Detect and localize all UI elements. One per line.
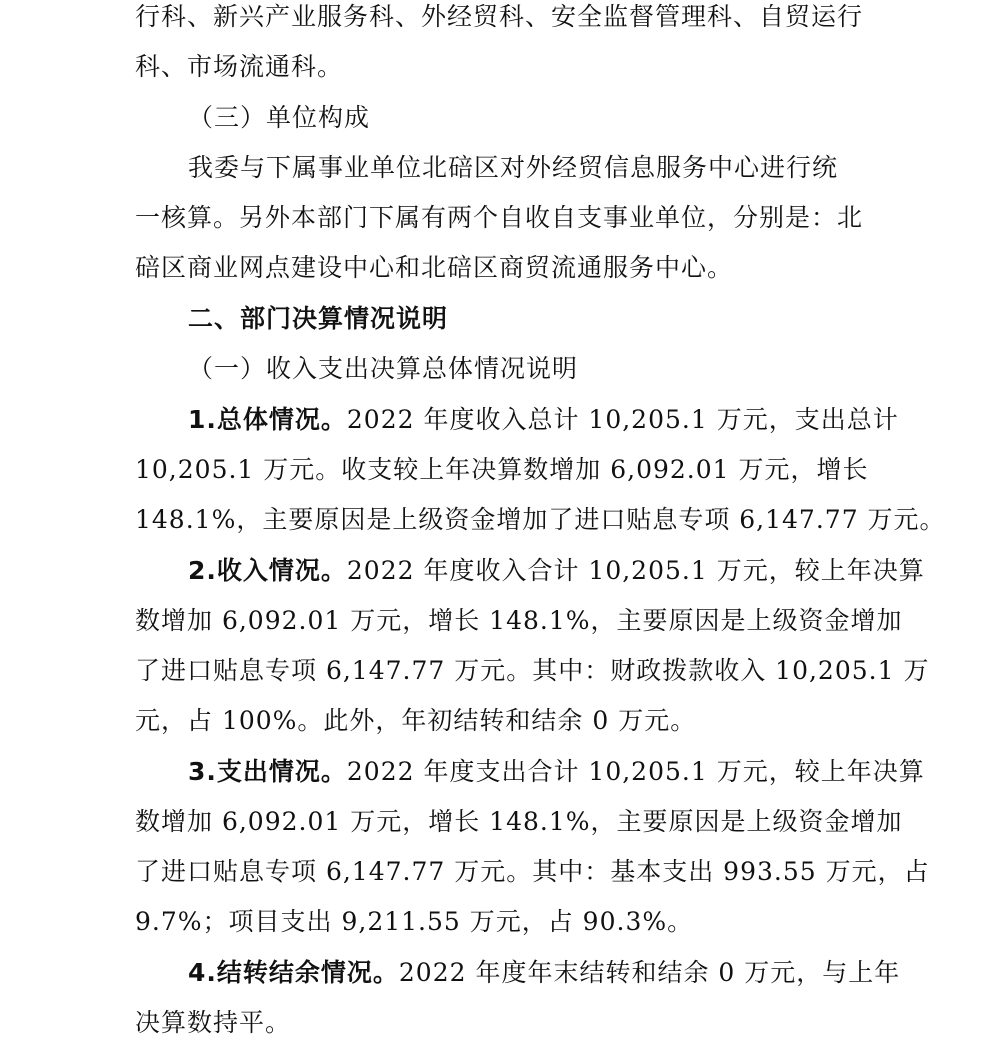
paragraph-text: 2022 年度支出合计 10,205.1 万元，较上年决算 bbox=[346, 757, 925, 786]
section-subheading-income-expenditure: （一）收入支出决算总体情况说明 bbox=[188, 354, 579, 383]
section-heading-final-accounts: 二、部门决算情况说明 bbox=[188, 304, 449, 333]
paragraph-line: 148.1%，主要原因是上级资金增加了进口贴息专项 6,147.77 万元。 bbox=[135, 505, 946, 534]
paragraph-line bbox=[188, 948, 900, 998]
paragraph-line: 元，占 100%。此外，年初结转和结余 0 万元。 bbox=[135, 706, 697, 735]
paragraph-text: 2022 年度年末结转和结余 0 万元，与上年 bbox=[398, 958, 901, 987]
section-subheading-unit-composition: （三）单位构成 bbox=[188, 103, 371, 132]
paragraph-line: 一核算。另外本部门下属有两个自收自支事业单位，分别是：北 bbox=[135, 203, 864, 232]
paragraph-line: 决算数持平。 bbox=[135, 1008, 292, 1037]
paragraph-line: 数增加 6,092.01 万元，增长 148.1%，主要原因是上级资金增加 bbox=[135, 606, 903, 635]
paragraph-text: 2022 年度收入总计 10,205.1 万元，支出总计 bbox=[346, 405, 899, 434]
paragraph-line: 行科、新兴产业服务科、外经贸科、安全监督管理科、自贸运行 bbox=[135, 2, 864, 31]
item-title-income: 2.收入情况。 bbox=[188, 556, 347, 585]
paragraph-text: 2022 年度收入合计 10,205.1 万元，较上年决算 bbox=[346, 556, 925, 585]
paragraph-line: 数增加 6,092.01 万元，增长 148.1%，主要原因是上级资金增加 bbox=[135, 807, 903, 836]
paragraph-line: 了进口贴息专项 6,147.77 万元。其中：财政拨款收入 10,205.1 万 bbox=[135, 656, 930, 685]
paragraph-line bbox=[188, 395, 899, 445]
paragraph-line: 了进口贴息专项 6,147.77 万元。其中：基本支出 993.55 万元，占 bbox=[135, 857, 930, 886]
paragraph-line bbox=[188, 747, 925, 797]
paragraph-line bbox=[188, 546, 925, 596]
paragraph-line: 碚区商业网点建设中心和北碚区商贸流通服务中心。 bbox=[135, 253, 734, 282]
paragraph-line: 科、市场流通科。 bbox=[135, 52, 344, 81]
item-title-carryover: 4.结转结余情况。 bbox=[188, 958, 399, 987]
paragraph-line: 9.7%；项目支出 9,211.55 万元，占 90.3%。 bbox=[135, 907, 694, 936]
item-title-overall: 1.总体情况。 bbox=[188, 405, 347, 434]
paragraph-line: 我委与下属事业单位北碚区对外经贸信息服务中心进行统 bbox=[188, 153, 839, 182]
paragraph-line: 10,205.1 万元。收支较上年决算数增加 6,092.01 万元，增长 bbox=[135, 455, 869, 484]
item-title-expenditure: 3.支出情况。 bbox=[188, 757, 347, 786]
